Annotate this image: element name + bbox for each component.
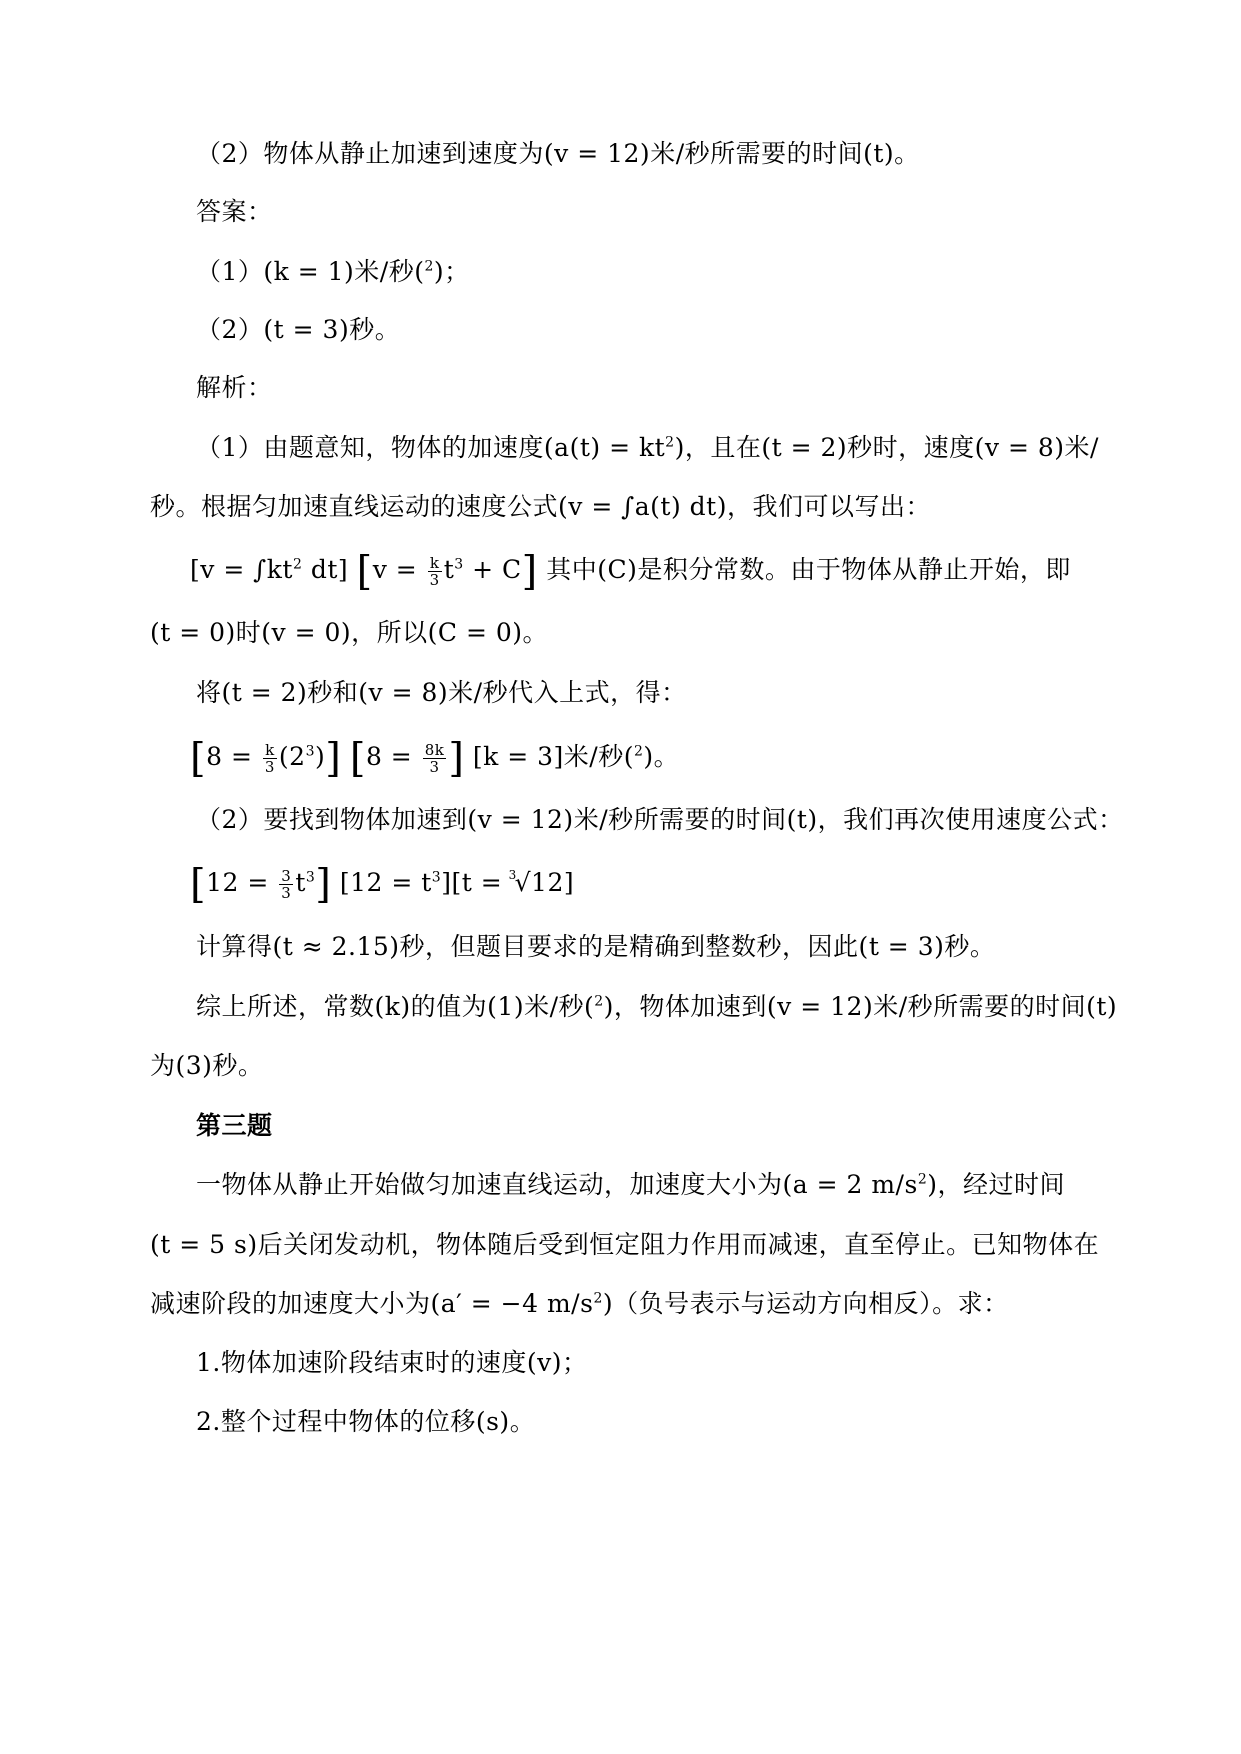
problem-3-question-2: 2.整个过程中物体的位移(s)。 bbox=[196, 1407, 536, 1436]
analysis-heading: 解析： bbox=[196, 373, 273, 402]
equation-solve-t: [12 = $\frac{3}{3}$ $t^3$] $[12 = t^3][t$ = 3 √12] bbox=[190, 861, 575, 908]
question-part-2: （2）物体从静止加速到速度为(v = 12)米/秒所需要的时间(t)。 bbox=[196, 139, 920, 168]
summary-cont: 为(3)秒。 bbox=[150, 1051, 264, 1080]
equation-solve-k: [8 = $\frac{k}{3}$ $(2^3)$] [8 = $\frac{8k}{3}$ ] [k = 3]米/秒($^2$)。 bbox=[190, 735, 680, 782]
substitution-text: 将(t = 2)秒和(v = 8)米/秒代入上式，得： bbox=[196, 678, 687, 707]
problem-3-text-cont-1: (t = 5 s)后关闭发动机，物体随后受到恒定阻力作用而减速，直至停止。已知物体在 bbox=[150, 1230, 1100, 1259]
problem-3-text: 一物体从静止开始做匀加速直线运动，加速度大小为(a = 2 $m/s^2$)，经过时间 bbox=[196, 1170, 1065, 1199]
summary: 综上所述，常数(k)的值为(1)米/秒($^2$)，物体加速到(v = 12)米/秒所需要的时间(t) bbox=[196, 992, 1118, 1021]
analysis-paragraph-1-cont: 秒。根据匀加速直线运动的速度公式(v = ∫a(t) dt)，我们可以写出： bbox=[150, 492, 931, 521]
equation-velocity-integral: [$v = \int kt^2$ dt] [v = $\frac{k}{3}$ $t^3 + C$] 其中(C)是积分常数。由于物体从静止开始，即 bbox=[190, 548, 1071, 595]
initial-condition: (t = 0)时(v = 0)，所以(C = 0)。 bbox=[150, 618, 549, 647]
answer-heading: 答案： bbox=[196, 197, 273, 226]
answer-2: （2）(t = 3)秒。 bbox=[196, 315, 401, 344]
cube-root: 3 √12 bbox=[508, 868, 564, 897]
fraction: $\frac{3}{3}$ bbox=[281, 867, 292, 902]
fraction: $\frac{k}{3}$ bbox=[264, 741, 275, 776]
section-heading-third-question: 第三题 bbox=[196, 1111, 273, 1140]
answer-1: （1）(k = 1)米/秒($^2$)； bbox=[196, 257, 470, 286]
calculation-result: 计算得(t ≈ 2.15)秒，但题目要求的是精确到整数秒，因此(t = 3)秒。 bbox=[196, 932, 996, 961]
problem-3-question-1: 1.物体加速阶段结束时的速度(v)； bbox=[196, 1348, 588, 1377]
analysis-paragraph-1: （1）由题意知，物体的加速度$(a(t) = kt^2)$，且在(t = 2)秒时，速度(v = 8)米/ bbox=[196, 433, 1099, 462]
fraction: $\frac{k}{3}$ bbox=[429, 554, 440, 589]
analysis-paragraph-2: （2）要找到物体加速到(v = 12)米/秒所需要的时间(t)，我们再次使用速度公式： bbox=[196, 805, 1124, 834]
fraction: $\frac{8k}{3}$ bbox=[424, 741, 445, 776]
problem-3-text-cont-2: 减速阶段的加速度大小为(a′ = −4 $m/s^2$)（负号表示与运动方向相反）。求： bbox=[150, 1289, 1009, 1318]
